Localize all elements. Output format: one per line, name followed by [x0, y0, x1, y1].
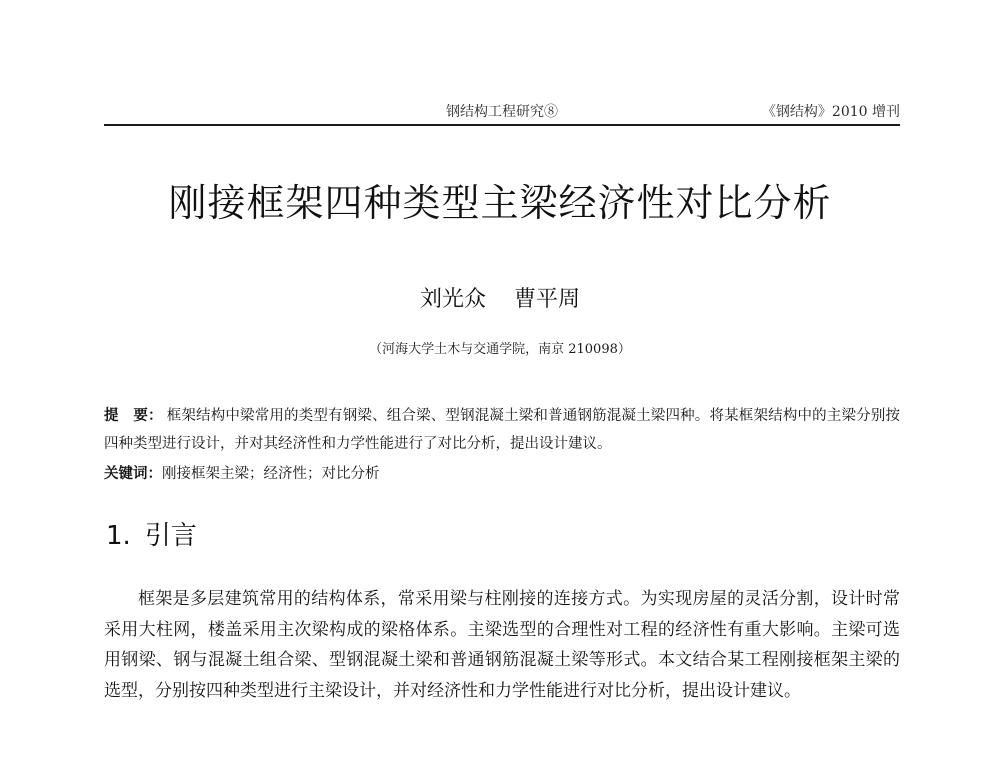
author-name: 曹平周: [514, 287, 581, 312]
section-title: 引言: [144, 521, 197, 551]
header-rule: [104, 124, 900, 126]
series-label: 钢结构工程研究⑧: [446, 104, 558, 120]
section-heading: [106, 518, 197, 554]
running-header: [104, 100, 900, 124]
author-affiliation: （河海大学土木与交通学院，南京 210098）: [369, 342, 631, 357]
keywords: [104, 460, 900, 488]
keywords-label: 关键词：: [104, 465, 162, 482]
abstract: [104, 402, 900, 458]
section-number: 1.: [106, 521, 131, 551]
abstract-label: 提 要：: [104, 407, 163, 424]
abstract-text: 框架结构中梁常用的类型有钢梁、组合梁、型钢混凝土梁和普通钢筋混凝土梁四种。将某框架结构中的主梁分别按四种类型进行设计，并对其经济性和力学性能进行了对比分析，提出设计建议。: [104, 408, 901, 452]
author-list: [0, 285, 1000, 315]
section-paragraph: 框架是多层建筑常用的结构体系，常采用梁与柱刚接的连接方式。为实现房屋的灵活分割，设计时常采用大柱网，楼盖采用主次梁构成的梁格体系。主梁选型的合理性对工程的经济性有重大影响。主梁可选用钢梁、钢与混凝土组合梁、型钢混凝土梁和普通钢筋混凝土梁等形式。本文结合某工程刚接框架主梁的选型，分别按四种类型进行主梁设计，并对经济性和力学性能进行对比分析，提出设计建议。: [104, 589, 900, 701]
author-name: 刘光众: [419, 287, 486, 312]
journal-label: 《钢结构》2010 增刊: [761, 104, 900, 120]
article-title: 刚接框架四种类型主梁经济性对比分析: [168, 181, 832, 225]
keywords-text: 刚接框架主梁；经济性；对比分析: [162, 466, 380, 482]
